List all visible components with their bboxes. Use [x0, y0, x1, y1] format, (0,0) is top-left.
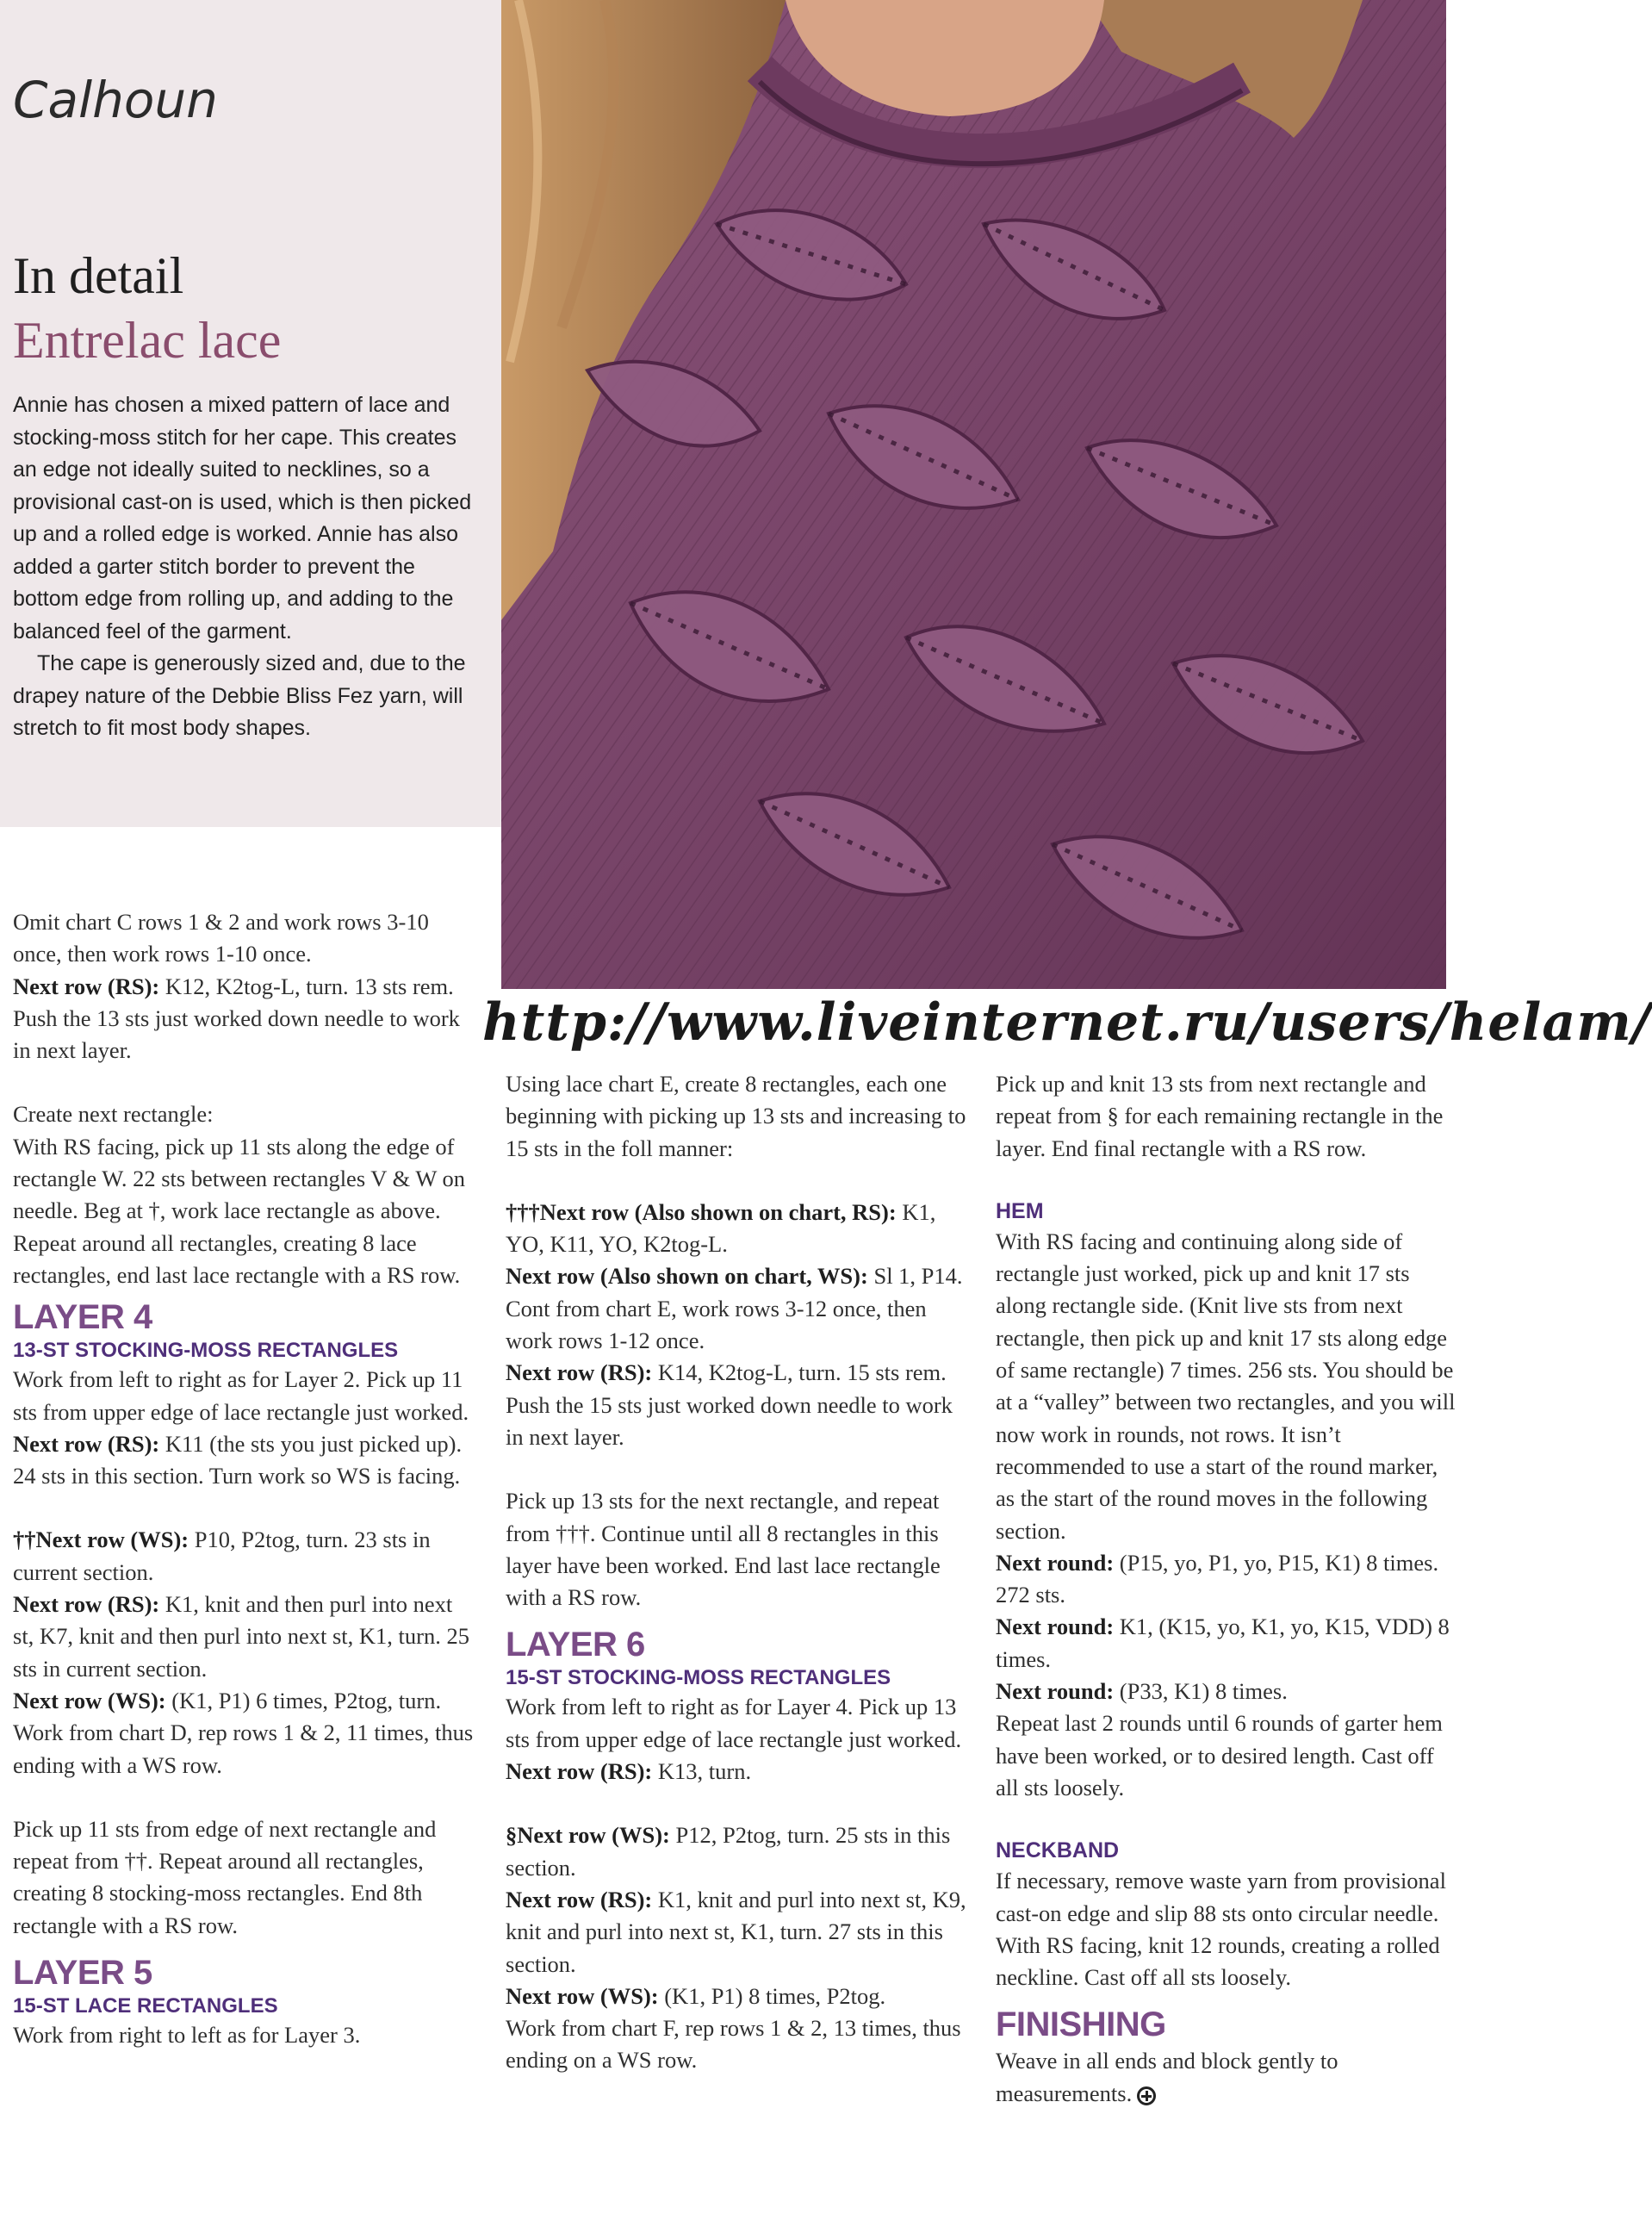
instruction-row: §Next row (WS): P12, P2tog, turn. 25 sts in this section. [506, 1822, 951, 1881]
instruction-row: Next row (Also shown on chart, WS): Sl 1, P14. [506, 1263, 963, 1290]
column-2 [506, 1068, 971, 2077]
instruction-row: Next row (WS): (K1, P1) 8 times, P2tog. [506, 1982, 886, 2009]
instruction-row: Next round: K1, (K15, yo, K1, yo, K15, VDD) 8 times. [996, 1614, 1450, 1672]
body-text: Push the 15 sts just worked down needle to work in next layer. [506, 1391, 953, 1450]
body-text: Create next rectangle: [13, 1101, 214, 1128]
instruction-row: ††Next row (WS): P10, P2tog, turn. 23 sts in current section. [13, 1527, 431, 1585]
finishing-text: Weave in all ends and block gently to measurements. [996, 2048, 1338, 2106]
layer-5-heading: LAYER 5 [13, 1954, 152, 1993]
intro-paragraph: The cape is generously sized and, due to the drapey nature of the Debbie Bliss Fez yarn, will stretch to fit most body shapes. [13, 651, 466, 740]
instruction-row: Next row (RS): K12, K2tog-L, turn. 13 sts rem. Push the 13 sts just worked down needle to work in next layer. [13, 973, 460, 1064]
intro-text [13, 389, 474, 745]
body-text: Work from right to left as for Layer 3. [13, 2022, 361, 2049]
layer-6-heading: LAYER 6 [506, 1626, 645, 1664]
end-marker-icon [1137, 2086, 1156, 2105]
instruction-row: Next row (RS): K1, knit and purl into next st, K9, knit and purl into next st, K1, turn. 27 sts in this section. [506, 1886, 966, 1977]
instruction-row: Next round: (P15, yo, P1, yo, P15, K1) 8 times. 272 sts. [996, 1549, 1439, 1608]
pattern-title: Calhoun [13, 71, 218, 129]
column-1 [13, 906, 478, 2051]
body-text: With RS facing, pick up 11 sts along the edge of rectangle W. 22 sts between rectangles V & W on needle. Beg at †, work lace rectangle as above. Repeat around all rectangles, creating 8 lace rectangles, end last lace rectangle with a RS row. [13, 1133, 465, 1288]
intro-paragraph: Annie has chosen a mixed pattern of lace and stocking-moss stitch for her cape. This creates an edge not ideally suited to necklines, so a provisional cast-on is used, which is then picked up and a rolled edge is worked. Annie has also added a garter stitch border to prevent the bottom edge from rolling up, and adding to the balanced feel of the garment. [13, 393, 472, 644]
instruction-row: Next row (RS): K13, turn. [506, 1758, 752, 1785]
body-text: With RS facing and continuing along side of rectangle just worked, pick up and knit 17 sts along rectangle side. (Knit live sts from next rectangle, then pick up and knit 17 sts along edge of same rectangle) 7 times. 256 sts. You should be at a “valley” between two rectangles, and you will now work in rounds, not rows. It isn’t recommended to use a start of the round marker, as the start of the round moves in the following section. [996, 1228, 1456, 1544]
instruction-row: Next row (WS): (K1, P1) 6 times, P2tog, turn. Work from chart D, rep rows 1 & 2, 11 times, thus ending with a WS row. [13, 1687, 474, 1778]
body-text: Work from left to right as for Layer 2. Pick up 11 sts from upper edge of lace rectangle just worked. [13, 1366, 469, 1425]
in-detail-heading: In detail [13, 247, 184, 304]
layer-6-subheading: 15-ST STOCKING-MOSS RECTANGLES [506, 1666, 891, 1690]
intro-sidebar [0, 0, 501, 827]
finishing-heading: FINISHING [996, 2005, 1166, 2044]
neckband-heading: NECKBAND [996, 1838, 1120, 1863]
body-text: If necessary, remove waste yarn from provisional cast-on edge and slip 88 sts onto circular needle. With RS facing, knit 12 rounds, creating a rolled neckline. Cast off all sts loosely. [996, 1868, 1446, 1991]
layer-4-heading: LAYER 4 [13, 1298, 152, 1337]
layer-4-subheading: 13-ST STOCKING-MOSS RECTANGLES [13, 1339, 399, 1363]
instruction-row: †††Next row (Also shown on chart, RS): K1, YO, K11, YO, K2tog-L. [506, 1198, 936, 1258]
column-3 [996, 1068, 1461, 2110]
instruction-row: Next row (RS): K14, K2tog-L, turn. 15 sts rem. [506, 1359, 947, 1386]
in-detail-subheading: Entrelac lace [13, 312, 282, 369]
body-text: Work from chart F, rep rows 1 & 2, 13 times, thus ending on a WS row. [506, 2015, 961, 2074]
body-text: Pick up and knit 13 sts from next rectangle and repeat from § for each remaining rectangle in the layer. End final rectangle with a RS row. [996, 1071, 1444, 1161]
layer-5-subheading: 15-ST LACE RECTANGLES [13, 1994, 278, 2018]
body-text: Pick up 11 sts from edge of next rectangle and repeat from ††. Repeat around all rectangles, creating 8 stocking-moss rectangles. End 8th rectangle with a RS row. [13, 1815, 437, 1938]
body-text: Work from left to right as for Layer 4. Pick up 13 sts from upper edge of lace rectangle just worked. [506, 1694, 962, 1752]
watermark-url: http://www.liveinternet.ru/users/helam/ [482, 992, 1652, 1053]
body-text: Cont from chart E, work rows 3-12 once, then work rows 1-12 once. [506, 1295, 927, 1354]
instruction-row: Next round: (P33, K1) 8 times. [996, 1678, 1288, 1705]
knitwear-illustration [501, 0, 1446, 989]
instruction-row: Next row (RS): K1, knit and then purl into next st, K7, knit and then purl into next st, K1, turn. 25 sts in current section. [13, 1591, 469, 1682]
body-text: Pick up 13 sts for the next rectangle, and repeat from †††. Continue until all 8 rectangles in this layer have been worked. End last lace rectangle with a RS row. [506, 1488, 941, 1611]
body-text: Omit chart C rows 1 & 2 and work rows 3-10 once, then work rows 1-10 once. [13, 909, 429, 967]
knitwear-photo [501, 0, 1446, 989]
body-text: Repeat last 2 rounds until 6 rounds of garter hem have been worked, or to desired length. Cast off all sts loosely. [996, 1710, 1443, 1800]
body-text: Using lace chart E, create 8 rectangles, each one beginning with picking up 13 sts and increasing to 15 sts in the foll manner: [506, 1071, 966, 1161]
instruction-row: Next row (RS): K11 (the sts you just picked up). 24 sts in this section. Turn work so WS is facing. [13, 1430, 463, 1489]
hem-heading: HEM [996, 1198, 1044, 1223]
